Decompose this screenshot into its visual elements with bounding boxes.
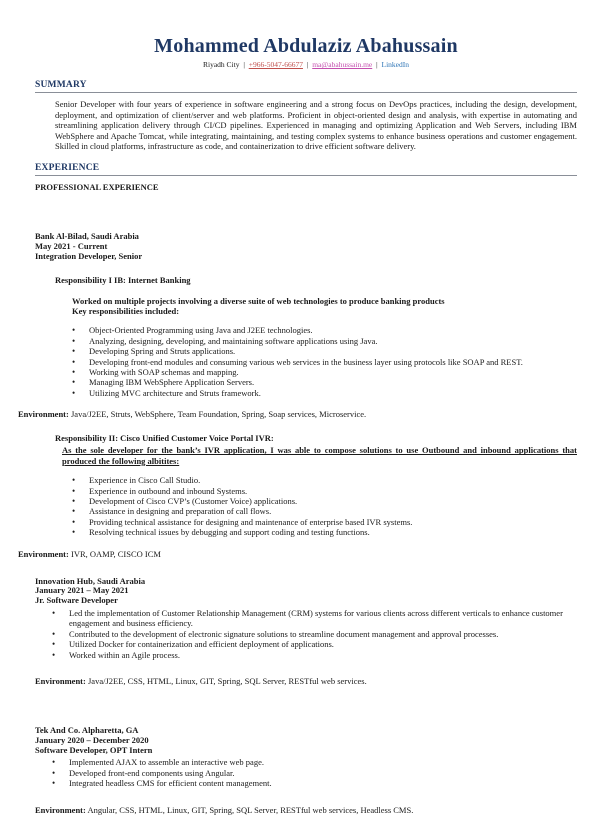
intro-line: As the sole developer for the bank’s IVR application, I was able to compose solutions to use Outbound and inbound applications that produced the following albitites: (62, 445, 577, 466)
job-dates: January 2020 – December 2020 (35, 734, 149, 745)
summary-text: Senior Developer with four years of experience in software engineering and a strong focus on DevOps practices, including the design, development, deployment, and optimization of client/server and web platforms. Proficient in object-oriented design and analysis, with expertise in automating and streamlining application delivery through CI/CD pipelines. Experienced in managing and optimizing Application and Web Servers, including IBM WebSphere and Apache Tomcat, while integrating, maintaining, and testing complex systems to enhance business operations and customer engagement. Skilled in cloud platforms, infrastructure as code, and containerization to drive efficient software delivery. (55, 99, 577, 152)
summary-heading: SUMMARY (35, 80, 577, 93)
professional-experience-label: PROFESSIONAL EXPERIENCE (35, 181, 159, 192)
bullet-list (52, 757, 577, 788)
job-dates: May 2021 - Current (35, 240, 108, 251)
environment-line (18, 409, 577, 419)
environment-label: Environment: (18, 548, 69, 559)
bullet-item: • Resolving technical issues by debugging and support coding and testing functions. (72, 527, 577, 537)
linkedin-link[interactable]: LinkedIn (381, 60, 409, 69)
bullet-item: • Led the implementation of Customer Relationship Management (CRM) systems for various clients across different verticals to enhance customer engagement and business efficiency. (52, 608, 577, 629)
bullet-list (72, 475, 577, 537)
bullet-list (72, 325, 577, 398)
bullet-item: • Object-Oriented Programming using Java and J2EE technologies. (72, 325, 577, 335)
responsibility-title: Responsibility I IB: Internet Banking (55, 275, 191, 286)
environment-line (35, 805, 577, 815)
summary-section (35, 80, 577, 152)
environment-line (35, 676, 577, 686)
experience-heading: EXPERIENCE (35, 163, 577, 176)
environment-label: Environment: (35, 676, 86, 687)
intro-line: Key responsibilities included: (72, 305, 180, 316)
job-section (18, 433, 577, 559)
bullet-item: • Providing technical assistance for designing and maintenance of enterprise based IVR systems. (72, 517, 577, 527)
bullet-item: • Analyzing, designing, developing, and maintaining software applications using Java. (72, 336, 577, 346)
bullet-item: • Developed front-end components using Angular. (52, 768, 577, 778)
job-company: Tek And Co. Alpharetta, GA (35, 725, 139, 736)
job-title: Software Developer, OPT Intern (35, 744, 153, 755)
bullet-item: • Developing front-end modules and consuming various web services in the business layer using protocols like SOAP and REST. (72, 357, 577, 367)
phone-link[interactable]: +966-5047-66677 (248, 60, 303, 69)
environment-value: IVR, OAMP, CISCO ICM (68, 548, 161, 559)
environment-label: Environment: (18, 409, 69, 420)
bullet-item: • Developing Spring and Struts applications. (72, 346, 577, 356)
bullet-item: • Contributed to the development of electronic signature solutions to streamline document management and approval processes. (52, 629, 577, 639)
bullet-item: • Experience in outbound and inbound Systems. (72, 486, 577, 496)
contact-separator: | (306, 60, 309, 69)
responsibility-intro (62, 445, 577, 466)
bullet-item: • Utilizing MVC architecture and Struts framework. (72, 388, 577, 398)
job-entry (35, 577, 577, 686)
contact-location: Riyadh City (202, 60, 240, 69)
job-dates: January 2021 – May 2021 (35, 585, 129, 596)
experience-section (18, 162, 577, 815)
intro-line: Worked on multiple projects involving a diverse suite of web technologies to produce banking products (72, 295, 445, 306)
job-title: Integration Developer, Senior (35, 250, 143, 261)
job-section (18, 275, 577, 420)
bullet-item: • Development of Cisco CVP’s (Customer Voice) applications. (72, 496, 577, 506)
environment-value: Angular, CSS, HTML, Linux, GIT, Spring, SQL Server, RESTful web services, Headless CMS. (85, 804, 414, 815)
contact-line (35, 60, 577, 69)
person-name: Mohammed Abdulaziz Abahussain (154, 35, 458, 57)
bullet-item: • Assistance in designing and preparation of call flows. (72, 506, 577, 516)
bullet-list (52, 608, 577, 660)
responsibility-intro (72, 296, 577, 317)
bullet-item: • Implemented AJAX to assemble an interactive web page. (52, 757, 577, 767)
bullet-item: • Integrated headless CMS for efficient content management. (52, 778, 577, 788)
contact-separator: | (243, 60, 245, 69)
job-company: Bank Al-Bilad, Saudi Arabia (35, 230, 139, 241)
job-entry (35, 726, 577, 815)
email-link[interactable]: ma@abahussain.me (312, 60, 373, 69)
job-section (35, 757, 577, 814)
environment-value: Java/J2EE, Struts, WebSphere, Team Foundation, Spring, Soap services, Microservice. (68, 409, 367, 420)
bullet-item: • Worked within an Agile process. (52, 650, 577, 660)
responsibility-title: Responsibility II: Cisco Unified Customer Voice Portal IVR: (55, 433, 274, 444)
job-entry (18, 230, 577, 559)
job-company: Innovation Hub, Saudi Arabia (35, 575, 146, 586)
bullet-item: • Utilized Docker for containerization and efficient deployment of applications. (52, 639, 577, 649)
bullet-item: • Managing IBM WebSphere Application Servers. (72, 377, 577, 387)
bullet-item: • Working with SOAP schemas and mapping. (72, 367, 577, 377)
job-title: Jr. Software Developer (35, 595, 118, 606)
contact-separator: | (376, 60, 378, 69)
jobs-container (18, 230, 577, 815)
environment-value: Java/J2EE, CSS, HTML, Linux, GIT, Spring, SQL Server, RESTful web services. (85, 676, 367, 687)
environment-label: Environment: (35, 804, 86, 815)
job-section (35, 608, 577, 686)
environment-line (18, 549, 577, 559)
bullet-item: • Experience in Cisco Call Studio. (72, 475, 577, 485)
